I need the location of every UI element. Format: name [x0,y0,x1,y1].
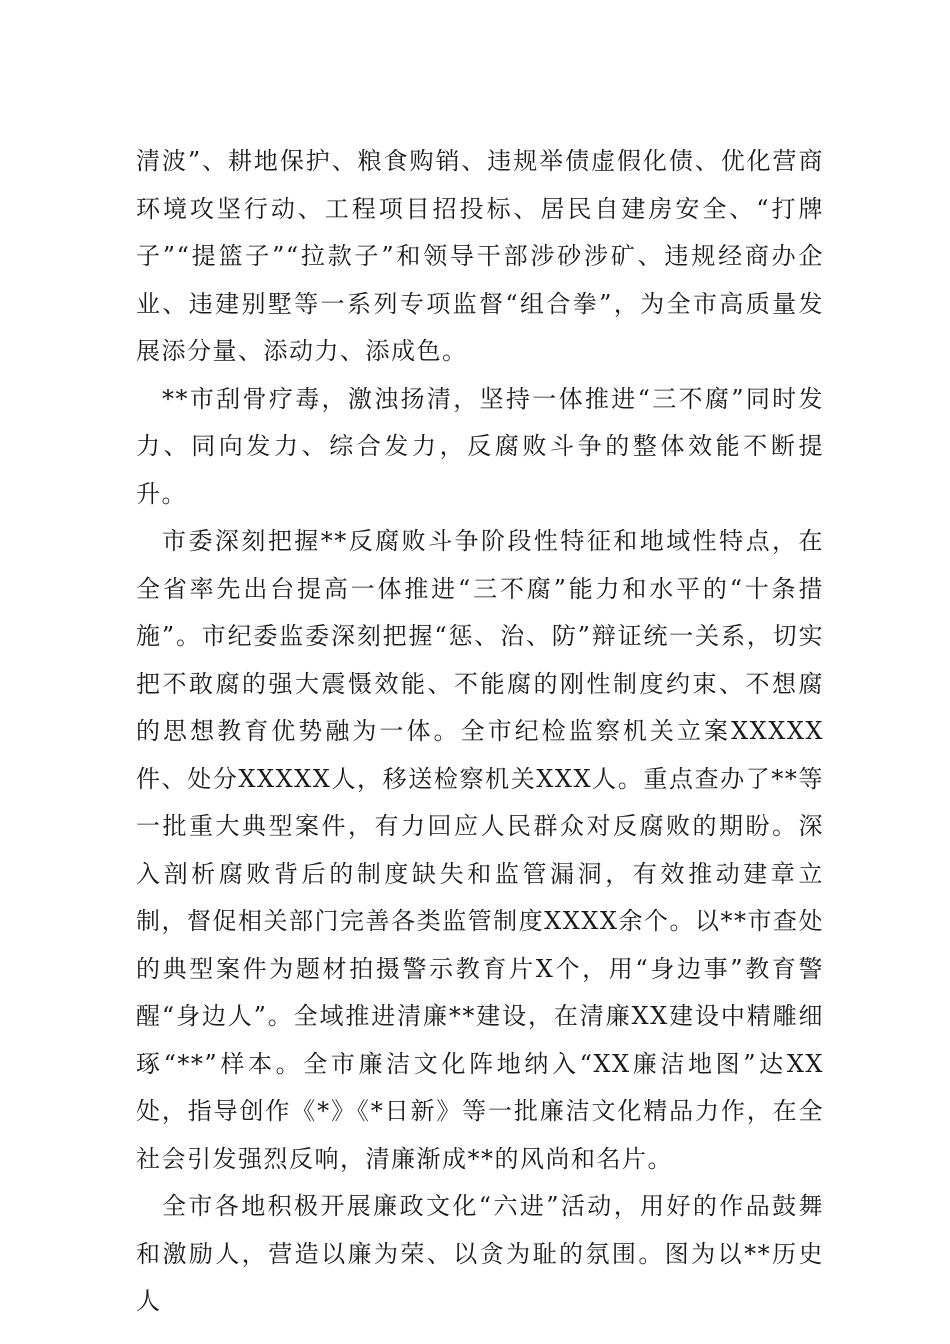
paragraph-1: 清波”、耕地保护、粮食购销、违规举债虚假化债、优化营商环境攻坚行动、工程项目招投标、居民自建房安全、“打牌子”“提篮子”“拉款子”和领导干部涉砂涉矿、违规经商办企业、违建别墅等一系列专项监督“组合拳”，为全市高质量发展添分量、添动力、添成色。 [136,147,824,365]
paragraph-4: 全市各地积极开展廉政文化“六进”活动，用好的作品鼓舞和激励人，营造以廉为荣、以贪为耻的氛围。图为以**历史人 [136,1192,824,1315]
paragraph-2: **市刮骨疗毒，激浊扬清，坚持一体推进“三不腐”同时发力、同向发力、综合发力，反腐败斗争的整体效能不断提升。 [136,384,824,508]
document-page [136,138,824,1326]
paragraph-3: 市委深刻把握**反腐败斗争阶段性特征和地域性特点，在全省率先出台提高一体推进“三不腐”能力和水平的“十条措施”。市纪委监委深刻把握“惩、治、防”辩证统一关系，切实把不敢腐的强大震慑效能、不能腐的刚性制度约束、不想腐的思想教育优势融为一体。全市纪检监察机关立案XXXXX件、处分XXXXX人，移送检察机关XXX人。重点查办了**等一批重大典型案件，有力回应人民群众对反腐败的期盼。深入剖析腐败背后的制度缺失和监管漏洞，有效推动建章立制，督促相关部门完善各类监管制度XXXX余个。以**市查处的典型案件为题材拍摄警示教育片X个，用“身边事”教育警醒“身边人”。全域推进清廉**建设，在清廉XX建设中精雕细琢“**”样本。全市廉洁文化阵地纳入“XX廉洁地图”达XX处，指导创作《*》《*日新》等一批廉洁文化精品力作，在全社会引发强烈反响，清廉渐成**的风尚和名片。 [136,527,824,1173]
